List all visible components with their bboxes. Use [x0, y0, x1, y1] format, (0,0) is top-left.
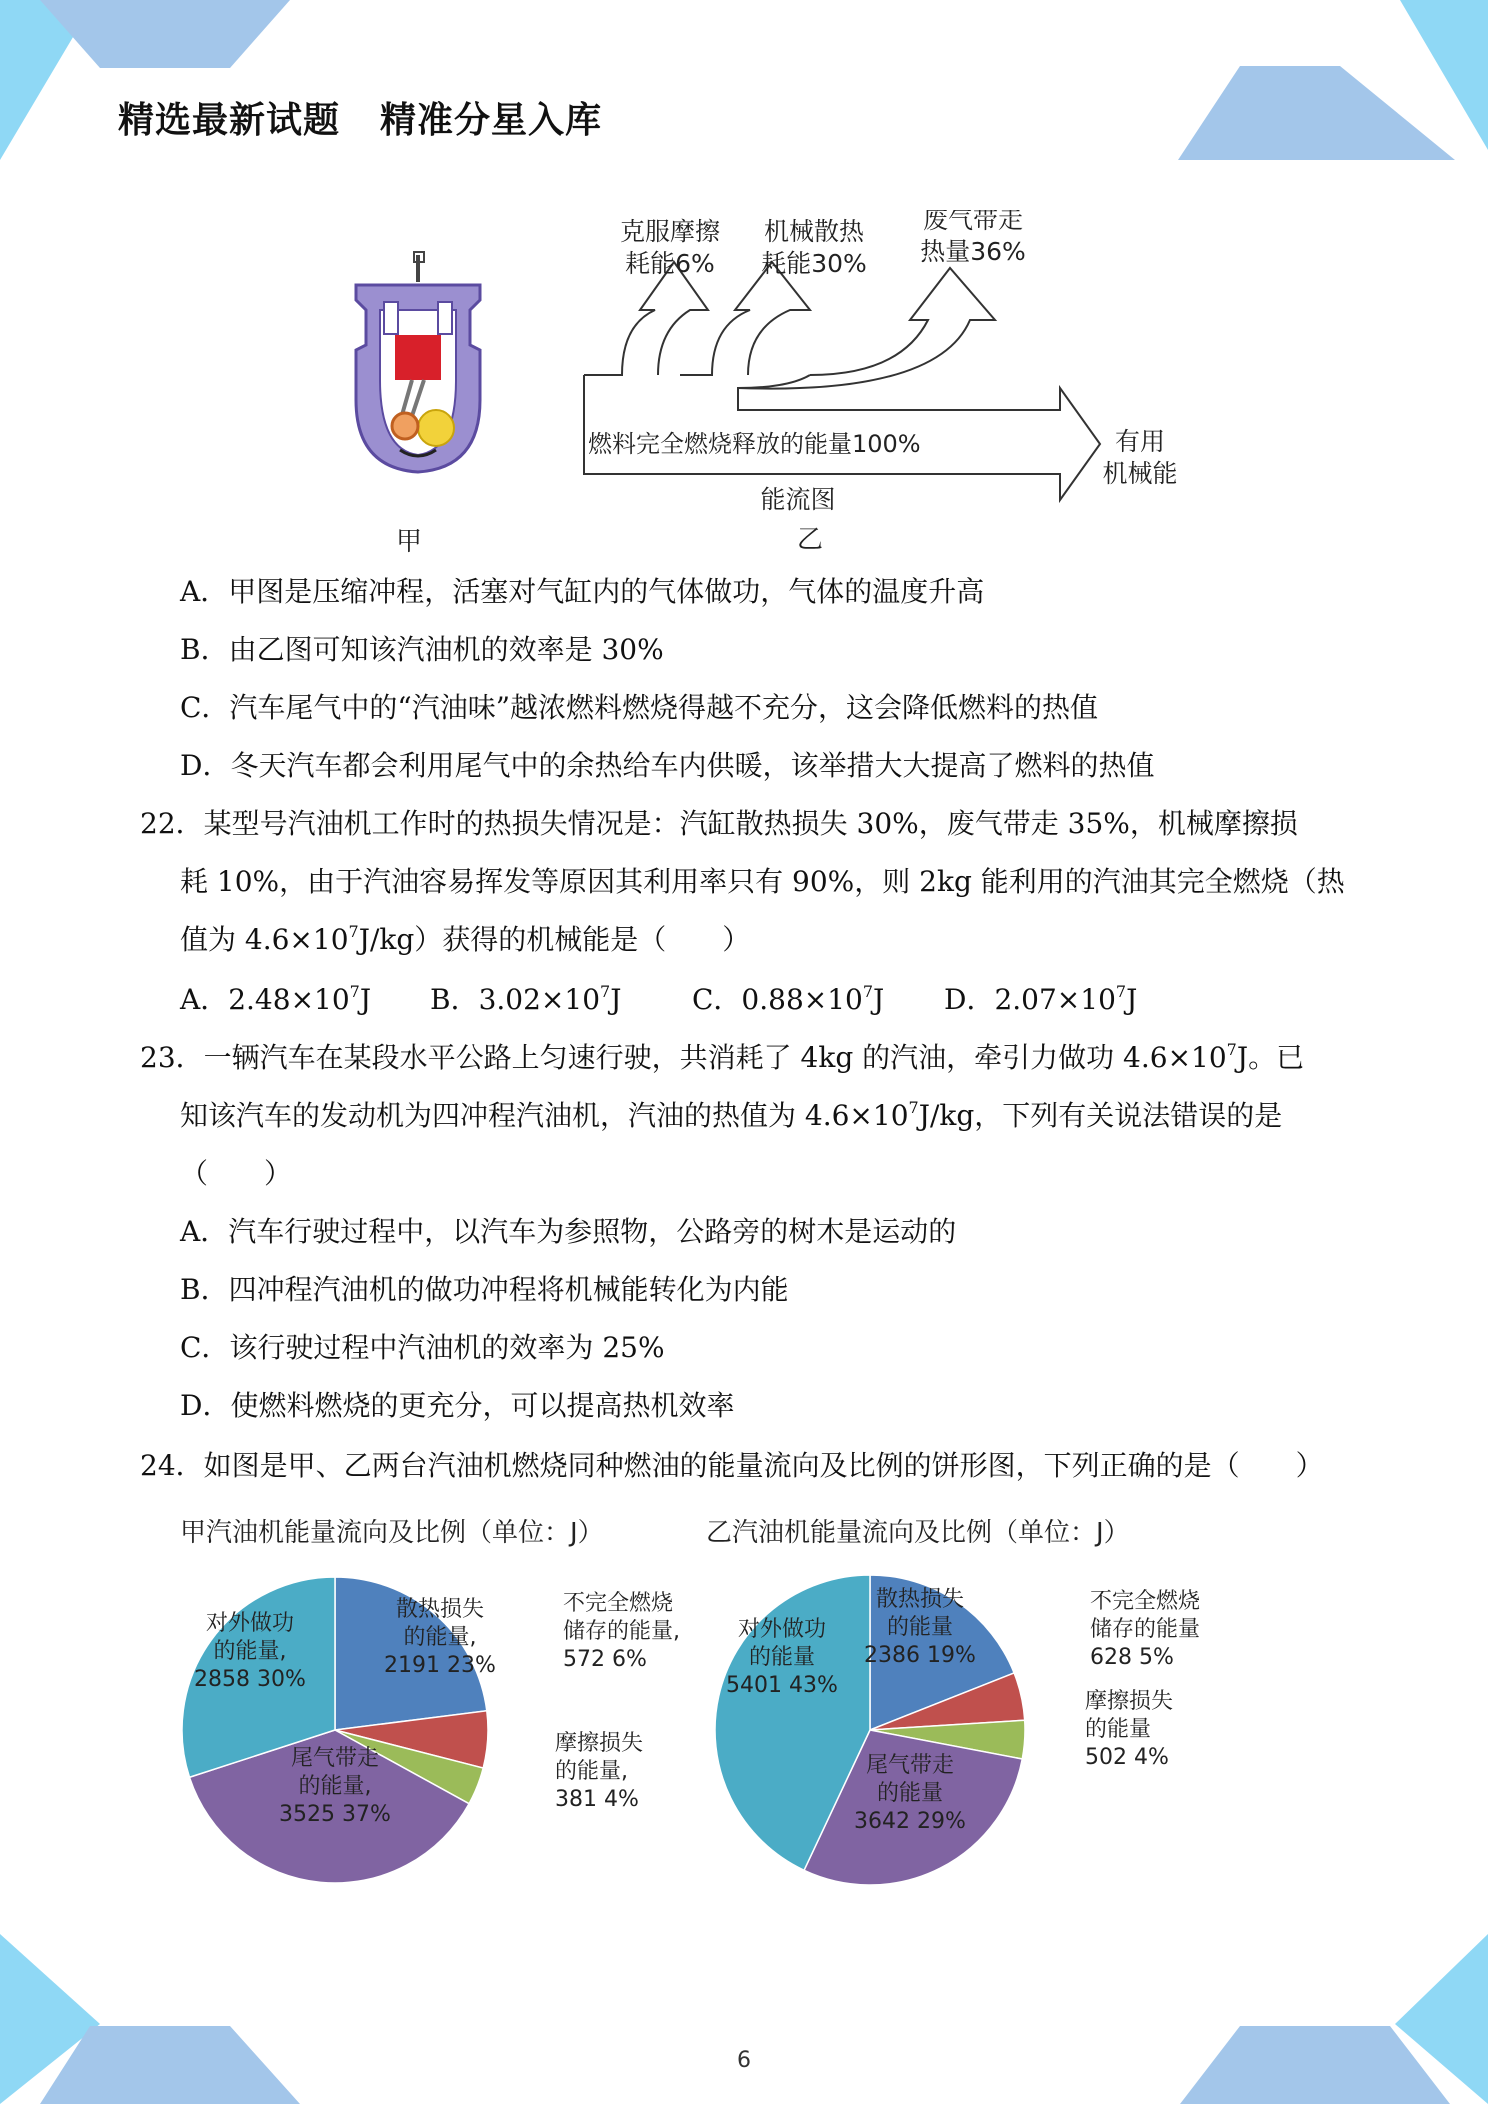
q22-option-d-unit: J [1126, 983, 1138, 1016]
pie-slice-label: 散热损失 [875, 1587, 965, 1612]
branch-friction-line2: 耗能6% [625, 249, 715, 278]
pie-slice-label: 2386 19% [864, 1643, 976, 1668]
engine-icon [356, 252, 480, 472]
pie-slice-label: 5401 43% [726, 1673, 838, 1698]
q22-line3-text-end: J/kg）获得的机械能是（ ） [358, 923, 751, 956]
deco-trapezoid-top-left [40, 0, 290, 68]
q22-option-c-exponent: 7 [862, 981, 874, 1001]
branch-heat-line1: 机械散热 [763, 217, 865, 246]
q21-option-a: A．甲图是压缩冲程，活塞对气缸内的气体做功，气体的温度升高 [180, 575, 985, 608]
header-title-part2: 精准分星入库 [380, 100, 603, 141]
q23-option-d: D．使燃料燃烧的更充分，可以提高热机效率 [180, 1389, 735, 1422]
pie-slice-label: 572 6% [563, 1647, 647, 1672]
deco-trapezoid-top-right [1178, 66, 1455, 160]
pie-slice-label: 散热损失 [395, 1597, 485, 1622]
pie-slice-label: 的能量, [298, 1774, 372, 1799]
q23-line3: （ ） [180, 1157, 293, 1190]
q22-option-a [180, 980, 371, 1020]
q23-option-c: C．该行驶过程中汽油机的效率为 25% [180, 1331, 665, 1364]
pie-slice-label: 的能量 [886, 1615, 954, 1640]
q22-option-c [692, 980, 884, 1020]
pie-slice-label: 不完全燃烧 [1090, 1589, 1201, 1614]
pie-chart-yi-title: 乙汽油机能量流向及比例（单位：J） [706, 1518, 1130, 1548]
pie-slice-label: 摩擦损失 [1085, 1689, 1174, 1714]
pie-slice-label: 的能量 [1085, 1717, 1152, 1742]
q22-line3 [180, 920, 750, 960]
q22-option-c-unit: J [873, 983, 885, 1016]
energy-flow-diagram [584, 262, 1100, 500]
q23-line1-text: 23．一辆汽车在某段水平公路上匀速行驶，共消耗了 4kg 的汽油，牵引力做功 4.6×10 [140, 1041, 1227, 1074]
q23-line2-text-end: J/kg，下列有关说法错误的是 [918, 1099, 1283, 1132]
q23-line2 [180, 1096, 1282, 1136]
q23-line2-exponent: 7 [908, 1097, 919, 1117]
pie-slice-label: 对外做功 [737, 1617, 827, 1642]
pie-slice-label: 对外做功 [205, 1611, 295, 1636]
pie-chart-jia-title: 甲汽油机能量流向及比例（单位：J） [180, 1518, 604, 1548]
q22-option-b-exponent: 7 [600, 981, 611, 1001]
q22-option-a-unit: J [359, 983, 372, 1016]
q22-option-b [430, 980, 621, 1020]
pie-chart-yi [700, 1560, 1220, 1900]
q21-option-d: D．冬天汽车都会利用尾气中的余热给车内供暖，该举措大大提高了燃料的热值 [180, 749, 1155, 782]
q22-line3-text: 值为 4.6×10 [180, 923, 349, 956]
pie-slice-label: 3525 37% [279, 1802, 391, 1827]
pie-slice-label: 不完全燃烧 [563, 1591, 674, 1616]
output-line2: 机械能 [1102, 459, 1178, 488]
pie-slice-label: 2858 30% [194, 1667, 306, 1692]
q22-option-d [944, 980, 1137, 1020]
q22-option-d-exponent: 7 [1115, 981, 1127, 1001]
pie-chart-jia [180, 1560, 700, 1900]
page-number: 6 [737, 2048, 751, 2073]
branch-friction-line1: 克服摩擦 [619, 217, 721, 246]
pie-slice-label: 摩擦损失 [555, 1731, 644, 1756]
pie-slice-label: 储存的能量 [1090, 1617, 1201, 1642]
pie-slice-label: 628 5% [1090, 1645, 1174, 1670]
q22-option-b-value: B．3.02×10 [430, 983, 601, 1016]
q22-option-c-value: C．0.88×10 [692, 983, 863, 1016]
q23-line1-text-end: J。已 [1236, 1041, 1305, 1074]
output-line1: 有用 [1114, 427, 1166, 456]
q23-line1-exponent: 7 [1226, 1039, 1237, 1059]
label-jia: 甲 [396, 527, 423, 557]
footer-decoration [0, 1934, 1488, 2104]
pie-slice-label: 储存的能量, [563, 1619, 680, 1644]
pie-slice-label: 的能量 [748, 1645, 816, 1670]
pie-slice-label: 的能量, [213, 1639, 287, 1664]
figure-svg [340, 210, 1200, 570]
pie-slice-label: 381 4% [555, 1787, 639, 1812]
q22-line3-exponent: 7 [348, 921, 359, 941]
pie-slice-label: 的能量, [555, 1759, 628, 1784]
pie-slice-label: 的能量 [876, 1781, 944, 1806]
main-flow-label: 燃料完全燃烧释放的能量100% [588, 430, 921, 458]
branch-exhaust-line1: 废气带走 [922, 210, 1024, 234]
q23-option-b: B．四冲程汽油机的做功冲程将机械能转化为内能 [180, 1273, 789, 1306]
q23-line2-text: 知该汽车的发动机为四冲程汽油机，汽油的热值为 4.6×10 [180, 1099, 909, 1132]
engine-figure [340, 210, 1200, 570]
q23-option-a: A．汽车行驶过程中，以汽车为参照物，公路旁的树木是运动的 [180, 1215, 957, 1248]
pie-slice-label: 502 4% [1085, 1745, 1169, 1770]
flow-title: 能流图 [760, 485, 836, 514]
q22-line1: 22．某型号汽油机工作时的热损失情况是：汽缸散热损失 30%，废气带走 35%，机械摩擦损 [140, 807, 1298, 840]
q21-option-b: B．由乙图可知该汽油机的效率是 30% [180, 633, 664, 666]
q22-option-a-value: A．2.48×10 [180, 983, 350, 1016]
pie-slice-label: 尾气带走 [865, 1753, 955, 1778]
pie-slice-label: 尾气带走 [290, 1746, 380, 1771]
branch-exhaust-line2: 热量36% [920, 237, 1026, 266]
header-title [118, 92, 602, 143]
q22-option-d-value: D．2.07×10 [944, 983, 1116, 1016]
q22-option-b-unit: J [610, 983, 622, 1016]
pie-slice-label: 3642 29% [854, 1809, 966, 1834]
q21-option-c: C．汽车尾气中的“汽油味”越浓燃料燃烧得越不充分，这会降低燃料的热值 [180, 691, 1099, 724]
pie-slice-label: 的能量, [403, 1625, 477, 1650]
branch-heat-line2: 耗能30% [761, 249, 867, 278]
q22-line2: 耗 10%，由于汽油容易挥发等原因其利用率只有 90%，则 2kg 能利用的汽油其完全燃烧（热 [180, 865, 1345, 898]
q23-line1 [140, 1038, 1304, 1078]
q24-line1: 24．如图是甲、乙两台汽油机燃烧同种燃油的能量流向及比例的饼形图，下列正确的是（ ） [140, 1449, 1324, 1482]
label-yi: 乙 [796, 525, 824, 555]
pie-slice-label: 2191 23% [384, 1653, 496, 1678]
q22-option-a-exponent: 7 [349, 981, 360, 1001]
header-title-part1: 精选最新试题 [118, 100, 341, 141]
header-decoration [0, 0, 1488, 170]
